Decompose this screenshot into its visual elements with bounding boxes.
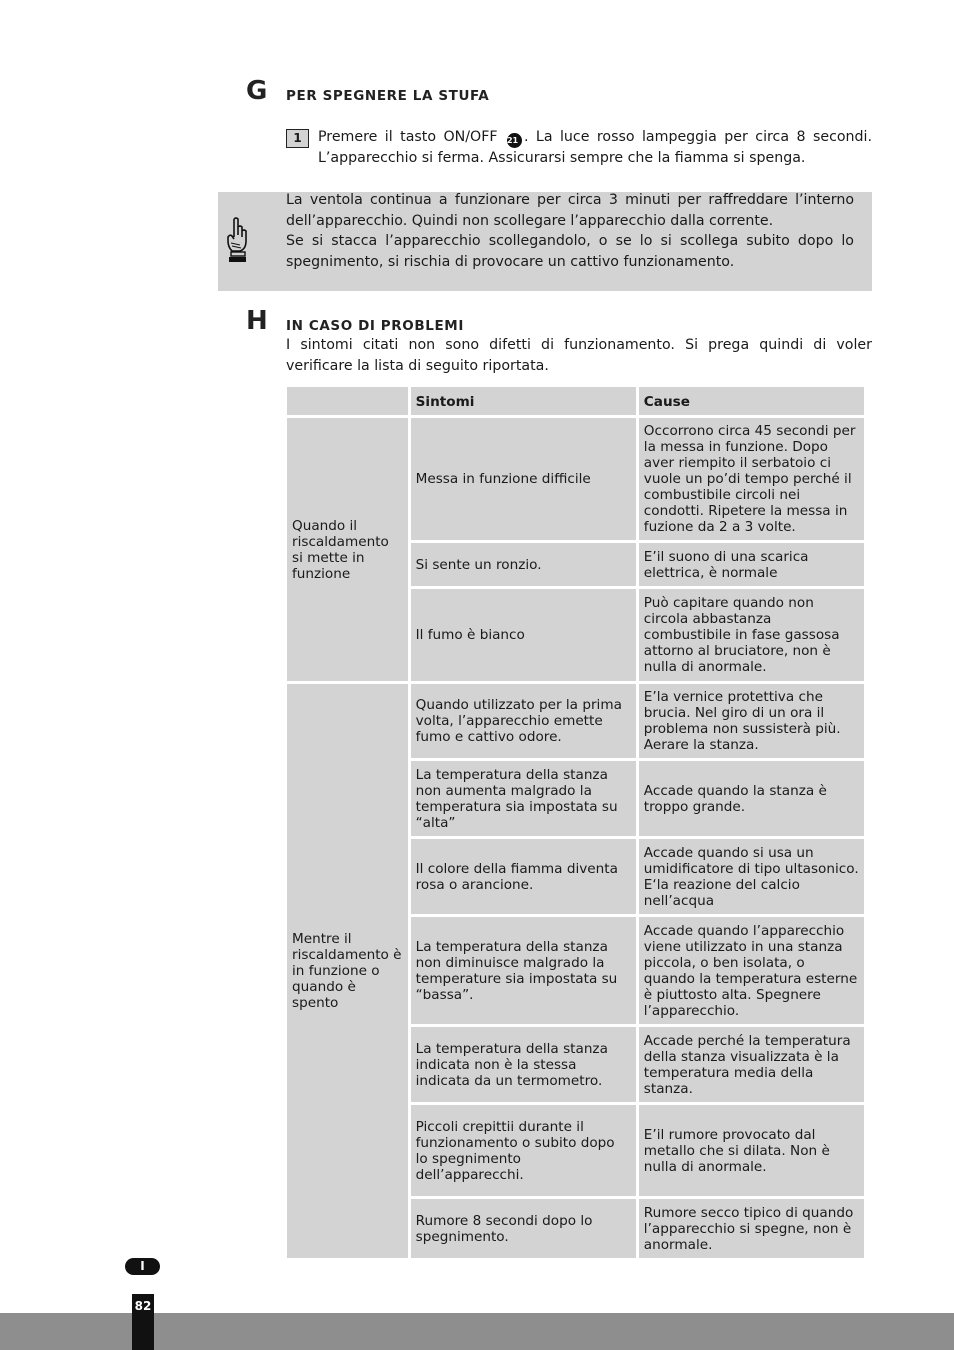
table-row	[287, 418, 864, 540]
step-number: 1	[286, 129, 309, 148]
symptom-cell: Piccoli crepittii durante il funzionamento o subito dopo lo spegnimento dell’apparecchi.	[411, 1105, 636, 1196]
cause-cell: Accade perché la temperatura della stanza visualizzata è la temperatura media della stanza.	[639, 1027, 864, 1102]
header-causes: Cause	[639, 387, 864, 415]
symptom-cell: Rumore 8 secondi dopo lo spegnimento.	[411, 1199, 636, 1258]
cause-cell: Accade quando l’apparecchio viene utilizzato in una stanza piccola, o ben isolata, o quando la temperatura esterne è piuttosto alta. Spegnere l’apparecchio.	[639, 917, 864, 1024]
symptom-cell: La temperatura della stanza indicata non è la stessa indicata da un termometro.	[411, 1027, 636, 1102]
section-letter-g: G	[246, 76, 268, 106]
cause-cell: E’la vernice protettiva che brucia. Nel giro di un ora il problema non sussisterà più. Aerare la stanza.	[639, 684, 864, 758]
page-number: 82	[134, 1299, 152, 1313]
step-text-after: . La luce rosso lampeggia per circa 8 secondi. L’apparecchio si ferma. Assicurarsi sempre che la fiamma si spenga.	[318, 129, 873, 166]
troubleshooting-table	[284, 384, 867, 1261]
symptom-cell: Il fumo è bianco	[411, 589, 636, 681]
symptom-cell: Si sente un ronzio.	[411, 543, 636, 586]
section-title-g: PER SPEGNERE LA STUFA	[286, 88, 490, 104]
button-reference-badge: 21	[507, 133, 522, 148]
cause-cell: Accade quando si usa un umidificatore di tipo ultasonico. E‘la reazione del calcio nell’acqua	[639, 839, 864, 914]
section-title-h: IN CASO DI PROBLEMI	[286, 318, 464, 334]
symptom-cell: Il colore della fiamma diventa rosa o arancione.	[411, 839, 636, 914]
header-symptoms: Sintomi	[411, 387, 636, 415]
group-label-running: Mentre il riscaldamento è in funzione o quando è spento	[287, 684, 408, 1258]
symptom-cell: Quando utilizzato per la prima volta, l’apparecchio emette fumo e cattivo odore.	[411, 684, 636, 758]
group-label-startup: Quando il riscaldamento si mette in funzione	[287, 418, 408, 681]
section-intro: I sintomi citati non sono difetti di funzionamento. Si prega quindi di voler verificare la lista di seguito riportata.	[286, 337, 872, 374]
step-text	[318, 127, 872, 169]
symptom-cell: La temperatura della stanza non aumenta malgrado la temperatura sia impostata su “alta”	[411, 761, 636, 836]
note-text	[286, 190, 854, 273]
cause-cell: Rumore secco tipico di quando l’apparecchio si spegne, non è anormale.	[639, 1199, 864, 1258]
note-line-2: Se si stacca l’apparecchio scollegandolo, o se lo si scollega subito dopo lo spegnimento, si rischia di provocare un cattivo funzionamento.	[286, 233, 854, 271]
table-row	[287, 684, 864, 758]
table-header-row	[287, 387, 864, 415]
cause-cell: Può capitare quando non circola abbastanza combustibile in fase gassosa attorno al bruciatore, non è nulla di anormale.	[639, 589, 864, 681]
cause-cell: Occorrono circa 45 secondi per la messa in funzione. Dopo aver riempito il serbatoio ci vuole un po’di tempo perché il combustibile circoli nei condotti. Ripetere la messa in fuzione da 2 a 3 volte.	[639, 418, 864, 540]
note-line-1: La ventola continua a funzionare per circa 3 minuti per raffreddare l’interno dell’apparecchio. Quindi non scollegare l’apparecchio dalla corrente.	[286, 192, 854, 229]
header-empty-cell	[287, 387, 408, 415]
section-letter-h: H	[246, 306, 268, 336]
cause-cell: E’il suono di una scarica elettrica, è normale	[639, 543, 864, 586]
symptom-cell: Messa in funzione difficile	[411, 418, 636, 540]
cause-cell: E’il rumore provocato dal metallo che si dilata. Non è nulla di anormale.	[639, 1105, 864, 1196]
cause-cell: Accade quando la stanza è troppo grande.	[639, 761, 864, 836]
pointing-hand-icon	[222, 215, 252, 265]
symptom-cell: La temperatura della stanza non diminuisce malgrado la temperature sia impostata su “bassa”.	[411, 917, 636, 1024]
language-badge: I	[125, 1258, 160, 1275]
step-text-before: Premere il tasto ON/OFF	[318, 129, 505, 145]
